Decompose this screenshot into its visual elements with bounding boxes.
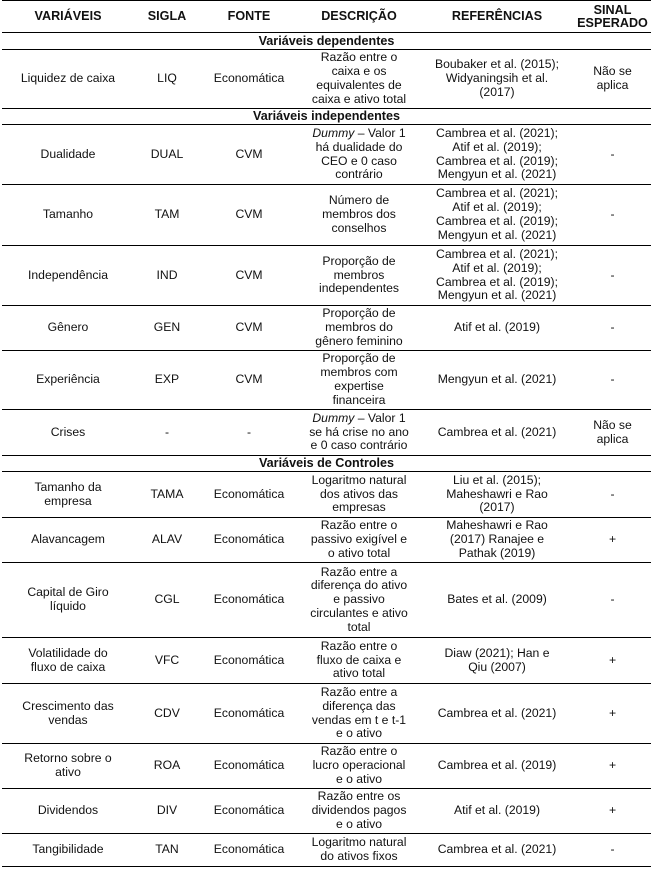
cell-sinal: + bbox=[574, 638, 651, 684]
cell-descricao bbox=[298, 185, 420, 246]
header-sigla: SIGLA bbox=[134, 1, 200, 33]
dummy-emphasis: Dummy bbox=[312, 125, 355, 140]
description-text: Razão entre o fluxo de caixa e ativo total bbox=[316, 638, 402, 681]
cell-descricao bbox=[298, 246, 420, 306]
cell-variavel: Liquidez de caixa bbox=[2, 50, 134, 109]
section-row-controles bbox=[2, 456, 651, 472]
description-text: Razão entre o passivo exigível e o ativo total bbox=[310, 518, 408, 560]
cell-referencias: Cambrea et al. (2019) bbox=[420, 744, 574, 789]
cell-fonte: CVM bbox=[200, 306, 298, 351]
section-row-dependentes bbox=[2, 33, 651, 50]
cell-sinal: Não se aplica bbox=[574, 50, 651, 109]
cell-referencias: Liu et al. (2015); Maheshawri e Rao (2017) bbox=[420, 472, 574, 518]
cell-sigla: CDV bbox=[134, 684, 200, 744]
cell-referencias: Maheshawri e Rao (2017) Ranajee e Pathak (2019) bbox=[420, 518, 574, 563]
cell-descricao bbox=[298, 351, 420, 410]
table-row bbox=[2, 306, 651, 351]
cell-fonte: Economática bbox=[200, 518, 298, 563]
description-text: Proporção de membros do gênero feminino bbox=[315, 306, 403, 348]
cell-variavel: Tamanho da empresa bbox=[2, 472, 134, 518]
cell-sinal: + bbox=[574, 789, 651, 834]
description-text: Número de membros dos conselhos bbox=[322, 193, 396, 235]
cell-sigla: IND bbox=[134, 246, 200, 306]
description-text: Logaritmo natural do ativos fixos bbox=[311, 835, 407, 863]
table-row bbox=[2, 246, 651, 306]
cell-variavel: Capital de Giro líquido bbox=[2, 563, 134, 638]
table-row bbox=[2, 185, 651, 246]
cell-sigla: TAMA bbox=[134, 472, 200, 518]
cell-sinal: + bbox=[574, 684, 651, 744]
cell-descricao bbox=[298, 834, 420, 867]
cell-variavel: Tamanho bbox=[2, 185, 134, 246]
cell-fonte: - bbox=[200, 410, 298, 456]
cell-descricao bbox=[298, 306, 420, 351]
cell-sinal: + bbox=[574, 518, 651, 563]
cell-sigla: CGL bbox=[134, 563, 200, 638]
cell-referencias: Cambrea et al. (2021) bbox=[420, 410, 574, 456]
cell-variavel: Dividendos bbox=[2, 789, 134, 834]
cell-sigla: GEN bbox=[134, 306, 200, 351]
cell-sigla: VFC bbox=[134, 638, 200, 684]
cell-variavel: Dualidade bbox=[2, 125, 134, 185]
cell-descricao bbox=[298, 50, 420, 109]
cell-sinal: - bbox=[574, 351, 651, 410]
cell-sinal: Não se aplica bbox=[574, 410, 651, 456]
cell-referencias: Boubaker et al. (2015); Widyaningsih et al. (2017) bbox=[420, 50, 574, 109]
cell-sigla: DUAL bbox=[134, 125, 200, 185]
cell-fonte: CVM bbox=[200, 351, 298, 410]
description-text: Razão entre os dividendos pagos e o ativo bbox=[311, 789, 407, 831]
cell-variavel: Tangibilidade bbox=[2, 834, 134, 867]
dummy-emphasis: Dummy bbox=[312, 410, 355, 425]
cell-sigla: LIQ bbox=[134, 50, 200, 109]
header-variaveis: VARIÁVEIS bbox=[2, 1, 134, 33]
cell-descricao bbox=[298, 125, 420, 185]
cell-sinal: - bbox=[574, 185, 651, 246]
description-text: Razão entre a diferença do ativo e passivo circulantes e ativo total bbox=[310, 564, 408, 634]
header-descricao: DESCRIÇÃO bbox=[298, 1, 420, 33]
cell-sinal: - bbox=[574, 472, 651, 518]
table-row bbox=[2, 638, 651, 684]
cell-fonte: Economática bbox=[200, 789, 298, 834]
description-text: Logaritmo natural dos ativos das empresas bbox=[311, 472, 407, 515]
cell-fonte: Economática bbox=[200, 834, 298, 867]
cell-referencias: Cambrea et al. (2021) bbox=[420, 684, 574, 744]
section-title-controles: Variáveis de Controles bbox=[2, 456, 651, 472]
cell-descricao bbox=[298, 472, 420, 518]
cell-fonte: Economática bbox=[200, 50, 298, 109]
cell-referencias: Atif et al. (2019) bbox=[420, 306, 574, 351]
cell-descricao bbox=[298, 789, 420, 834]
cell-descricao bbox=[298, 410, 420, 456]
cell-variavel: Volatilidade do fluxo de caixa bbox=[2, 638, 134, 684]
cell-fonte: Economática bbox=[200, 563, 298, 638]
description-text: Razão entre o lucro operacional e o ativo bbox=[312, 744, 406, 786]
cell-sinal: - bbox=[574, 834, 651, 867]
cell-referencias: Cambrea et al. (2021); Atif et al. (2019); Cambrea et al. (2019); Mengyun et al. (2021) bbox=[420, 125, 574, 185]
cell-sigla: TAM bbox=[134, 185, 200, 246]
cell-variavel: Gênero bbox=[2, 306, 134, 351]
cell-referencias: Bates et al. (2009) bbox=[420, 563, 574, 638]
description-text: – Valor 1 se há crise no ano e 0 caso contrário bbox=[309, 410, 409, 453]
cell-sigla: ROA bbox=[134, 744, 200, 789]
cell-fonte: CVM bbox=[200, 125, 298, 185]
cell-variavel: Experiência bbox=[2, 351, 134, 410]
section-row-independentes bbox=[2, 109, 651, 125]
cell-sigla: TAN bbox=[134, 834, 200, 867]
table-row bbox=[2, 563, 651, 638]
cell-sigla: DIV bbox=[134, 789, 200, 834]
description-text: Proporção de membros com expertise financeira bbox=[320, 351, 398, 407]
section-title-independentes: Variáveis independentes bbox=[2, 109, 651, 125]
cell-sinal: - bbox=[574, 125, 651, 185]
cell-referencias: Diaw (2021); Han e Qiu (2007) bbox=[420, 638, 574, 684]
cell-variavel: Retorno sobre o ativo bbox=[2, 744, 134, 789]
cell-referencias: Cambrea et al. (2021); Atif et al. (2019); Cambrea et al. (2019); Mengyun et al. (2021) bbox=[420, 246, 574, 306]
cell-fonte: CVM bbox=[200, 185, 298, 246]
header-sinal-esperado: SINAL ESPERADO bbox=[574, 1, 651, 33]
cell-fonte: Economática bbox=[200, 472, 298, 518]
cell-fonte: Economática bbox=[200, 744, 298, 789]
cell-descricao bbox=[298, 518, 420, 563]
description-text: Razão entre o caixa e os equivalentes de caixa e ativo total bbox=[311, 50, 407, 106]
cell-variavel: Crises bbox=[2, 410, 134, 456]
cell-descricao bbox=[298, 563, 420, 638]
cell-descricao bbox=[298, 638, 420, 684]
table-row bbox=[2, 472, 651, 518]
cell-descricao bbox=[298, 744, 420, 789]
cell-sigla: ALAV bbox=[134, 518, 200, 563]
cell-sigla: - bbox=[134, 410, 200, 456]
cell-sinal: - bbox=[574, 563, 651, 638]
cell-variavel: Crescimento das vendas bbox=[2, 684, 134, 744]
header-row bbox=[2, 1, 651, 33]
cell-variavel: Independência bbox=[2, 246, 134, 306]
cell-fonte: Economática bbox=[200, 638, 298, 684]
cell-fonte: CVM bbox=[200, 246, 298, 306]
table-row bbox=[2, 518, 651, 563]
table-row bbox=[2, 744, 651, 789]
cell-referencias: Atif et al. (2019) bbox=[420, 789, 574, 834]
variables-table bbox=[2, 0, 651, 867]
table-row bbox=[2, 410, 651, 456]
cell-referencias: Cambrea et al. (2021) bbox=[420, 834, 574, 867]
description-text: Razão entre a diferença das vendas em t e t-1 e o ativo bbox=[311, 684, 407, 741]
header-referencias: REFERÊNCIAS bbox=[420, 1, 574, 33]
table-row bbox=[2, 351, 651, 410]
table-row bbox=[2, 50, 651, 109]
cell-fonte: Economática bbox=[200, 684, 298, 744]
cell-sigla: EXP bbox=[134, 351, 200, 410]
table-row bbox=[2, 789, 651, 834]
cell-referencias: Cambrea et al. (2021); Atif et al. (2019); Cambrea et al. (2019); Mengyun et al. (2021) bbox=[420, 185, 574, 246]
cell-referencias: Mengyun et al. (2021) bbox=[420, 351, 574, 410]
cell-sinal: + bbox=[574, 744, 651, 789]
header-fonte: FONTE bbox=[200, 1, 298, 33]
table-row bbox=[2, 125, 651, 185]
table-row bbox=[2, 834, 651, 867]
cell-sinal: - bbox=[574, 246, 651, 306]
table-row bbox=[2, 684, 651, 744]
section-title-dependentes: Variáveis dependentes bbox=[2, 33, 651, 50]
cell-sinal: - bbox=[574, 306, 651, 351]
description-text: – Valor 1 há dualidade do CEO e 0 caso contrário bbox=[315, 125, 406, 182]
description-text: Proporção de membros independentes bbox=[319, 253, 399, 296]
cell-variavel: Alavancagem bbox=[2, 518, 134, 563]
cell-descricao bbox=[298, 684, 420, 744]
